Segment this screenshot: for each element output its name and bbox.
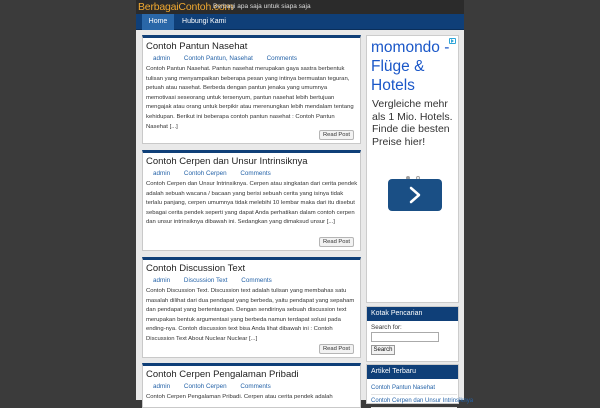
main-nav [136,14,464,30]
post-excerpt: Contoh Pantun Nasehat. Pantun nasehat merupakan gaya sastra berbentuk tulisan yang menyampaikan beberapa pesan yang intinya bermuatan teguran, petuah atau nasehat. Berbeda dengan pantun jenaka yang umumnya memotivasi seseorang untuk tersenyum, pantun nasehat lebih bertujuan mengajak atau orang untuk berpikir atau merenungkan lebih mendalam tentang kehidupan. Berikut ini beberapa contoh pantun nasehat : Contoh Pantun Nasehat [...] [146,66,354,130]
post-excerpt: Contoh Discussion Text. Discussion text adalah tulisan yang membahas satu masalah dilihat dari dua pendapat yang berbeda, yaitu pendapat yang sepaham dan pendapat yang bertentangan. Dengan sendirinya sebuah discussion text merupakan bentuk argumentasi yang berbeda namun terdapat solusi pada ending-nya. Contoh discussion text bisa Anda lihat dibawah ini : Contoh Discussion Text About Nuclear Nuclear [...] [146,288,355,342]
post-category-link[interactable]: Contoh Cerpen [183,383,227,390]
read-post-button[interactable]: Read Post [319,344,354,354]
content-wrapper [136,30,474,404]
post-excerpt: Contoh Cerpen dan Unsur Intrinsiknya. Cerpen atau singkatan dari cerita pendek adalah sebuah wacana / bacaan yang berisi sebuah cerita yang isinya tidak terlalu panjang, cerpen umumnya tidak melebihi 10 lembar maka dari itu disebut sebagai cerita pendek seperti yang dapat Anda perhatikan dalam contoh cerpen dan unsur intrinsiknya dibawah ini. Sedangkan yang dimaksud unsur [...] [146,181,358,226]
ad-headline[interactable]: momondo - Flüge & Hotels [371,39,450,94]
search-label: Search for: [371,324,402,331]
post-title[interactable]: Contoh Discussion Text [146,263,246,274]
post-card [142,257,361,358]
post-author-link[interactable]: admin [153,170,171,177]
post-card [142,150,361,251]
ad-banner[interactable] [366,35,459,303]
post-title[interactable]: Contoh Pantun Nasehat [146,41,248,52]
post-title[interactable]: Contoh Cerpen Pengalaman Pribadi [146,369,299,380]
recent-post-link[interactable]: Contoh Pantun Nasehat [371,382,457,395]
post-meta [153,383,283,390]
site-title[interactable]: BerbagaiContoh.com [138,1,234,13]
recent-posts-widget [366,364,474,404]
recent-posts-list [371,382,474,408]
search-button[interactable]: Search [371,345,395,355]
post-category-link[interactable]: Contoh Cerpen [183,170,227,177]
post-comments-link[interactable]: Comments [240,383,271,390]
read-post-button[interactable]: Read Post [319,130,354,140]
post-card [142,35,361,144]
post-author-link[interactable]: admin [153,55,171,62]
post-comments-link[interactable]: Comments [266,55,298,62]
post-comments-link[interactable]: Comments [240,170,271,177]
post-title[interactable]: Contoh Cerpen dan Unsur Intrinsiknya [146,156,308,167]
post-category-link[interactable]: Contoh Pantun, Nasehat [183,55,253,62]
recent-post-link[interactable]: Contoh Cerpen dan Unsur Intrinsiknya [371,395,457,408]
post-meta [153,277,284,284]
read-post-button[interactable]: Read Post [319,237,354,247]
nav-item-home[interactable]: Home [142,14,174,30]
post-meta [153,55,309,62]
post-author-link[interactable]: admin [153,277,171,284]
ad-body: Vergleiche mehr als 1 Mio. Hotels. Finde die besten Preise hier! [372,98,453,148]
post-comments-link[interactable]: Comments [241,277,272,284]
site-header [136,0,464,14]
post-card [142,363,361,408]
nav-item-contact[interactable]: Hubungi Kami [182,18,226,25]
post-excerpt: Contoh Cerpen Pengalaman Pribadi. Cerpen atau cerita pendek adalah [146,394,333,400]
widget-title: Kotak Pencarian [367,307,458,321]
search-widget [366,306,459,362]
site-tagline: Berbagi apa saja untuk siapa saja [213,3,311,10]
post-meta [153,170,283,177]
search-input[interactable] [371,332,439,342]
widget-title: Artikel Terbaru [367,365,458,379]
ad-next-button[interactable] [388,179,442,211]
post-category-link[interactable]: Discussion Text [183,277,228,284]
post-author-link[interactable]: admin [153,383,171,390]
chevron-right-icon [408,186,422,204]
